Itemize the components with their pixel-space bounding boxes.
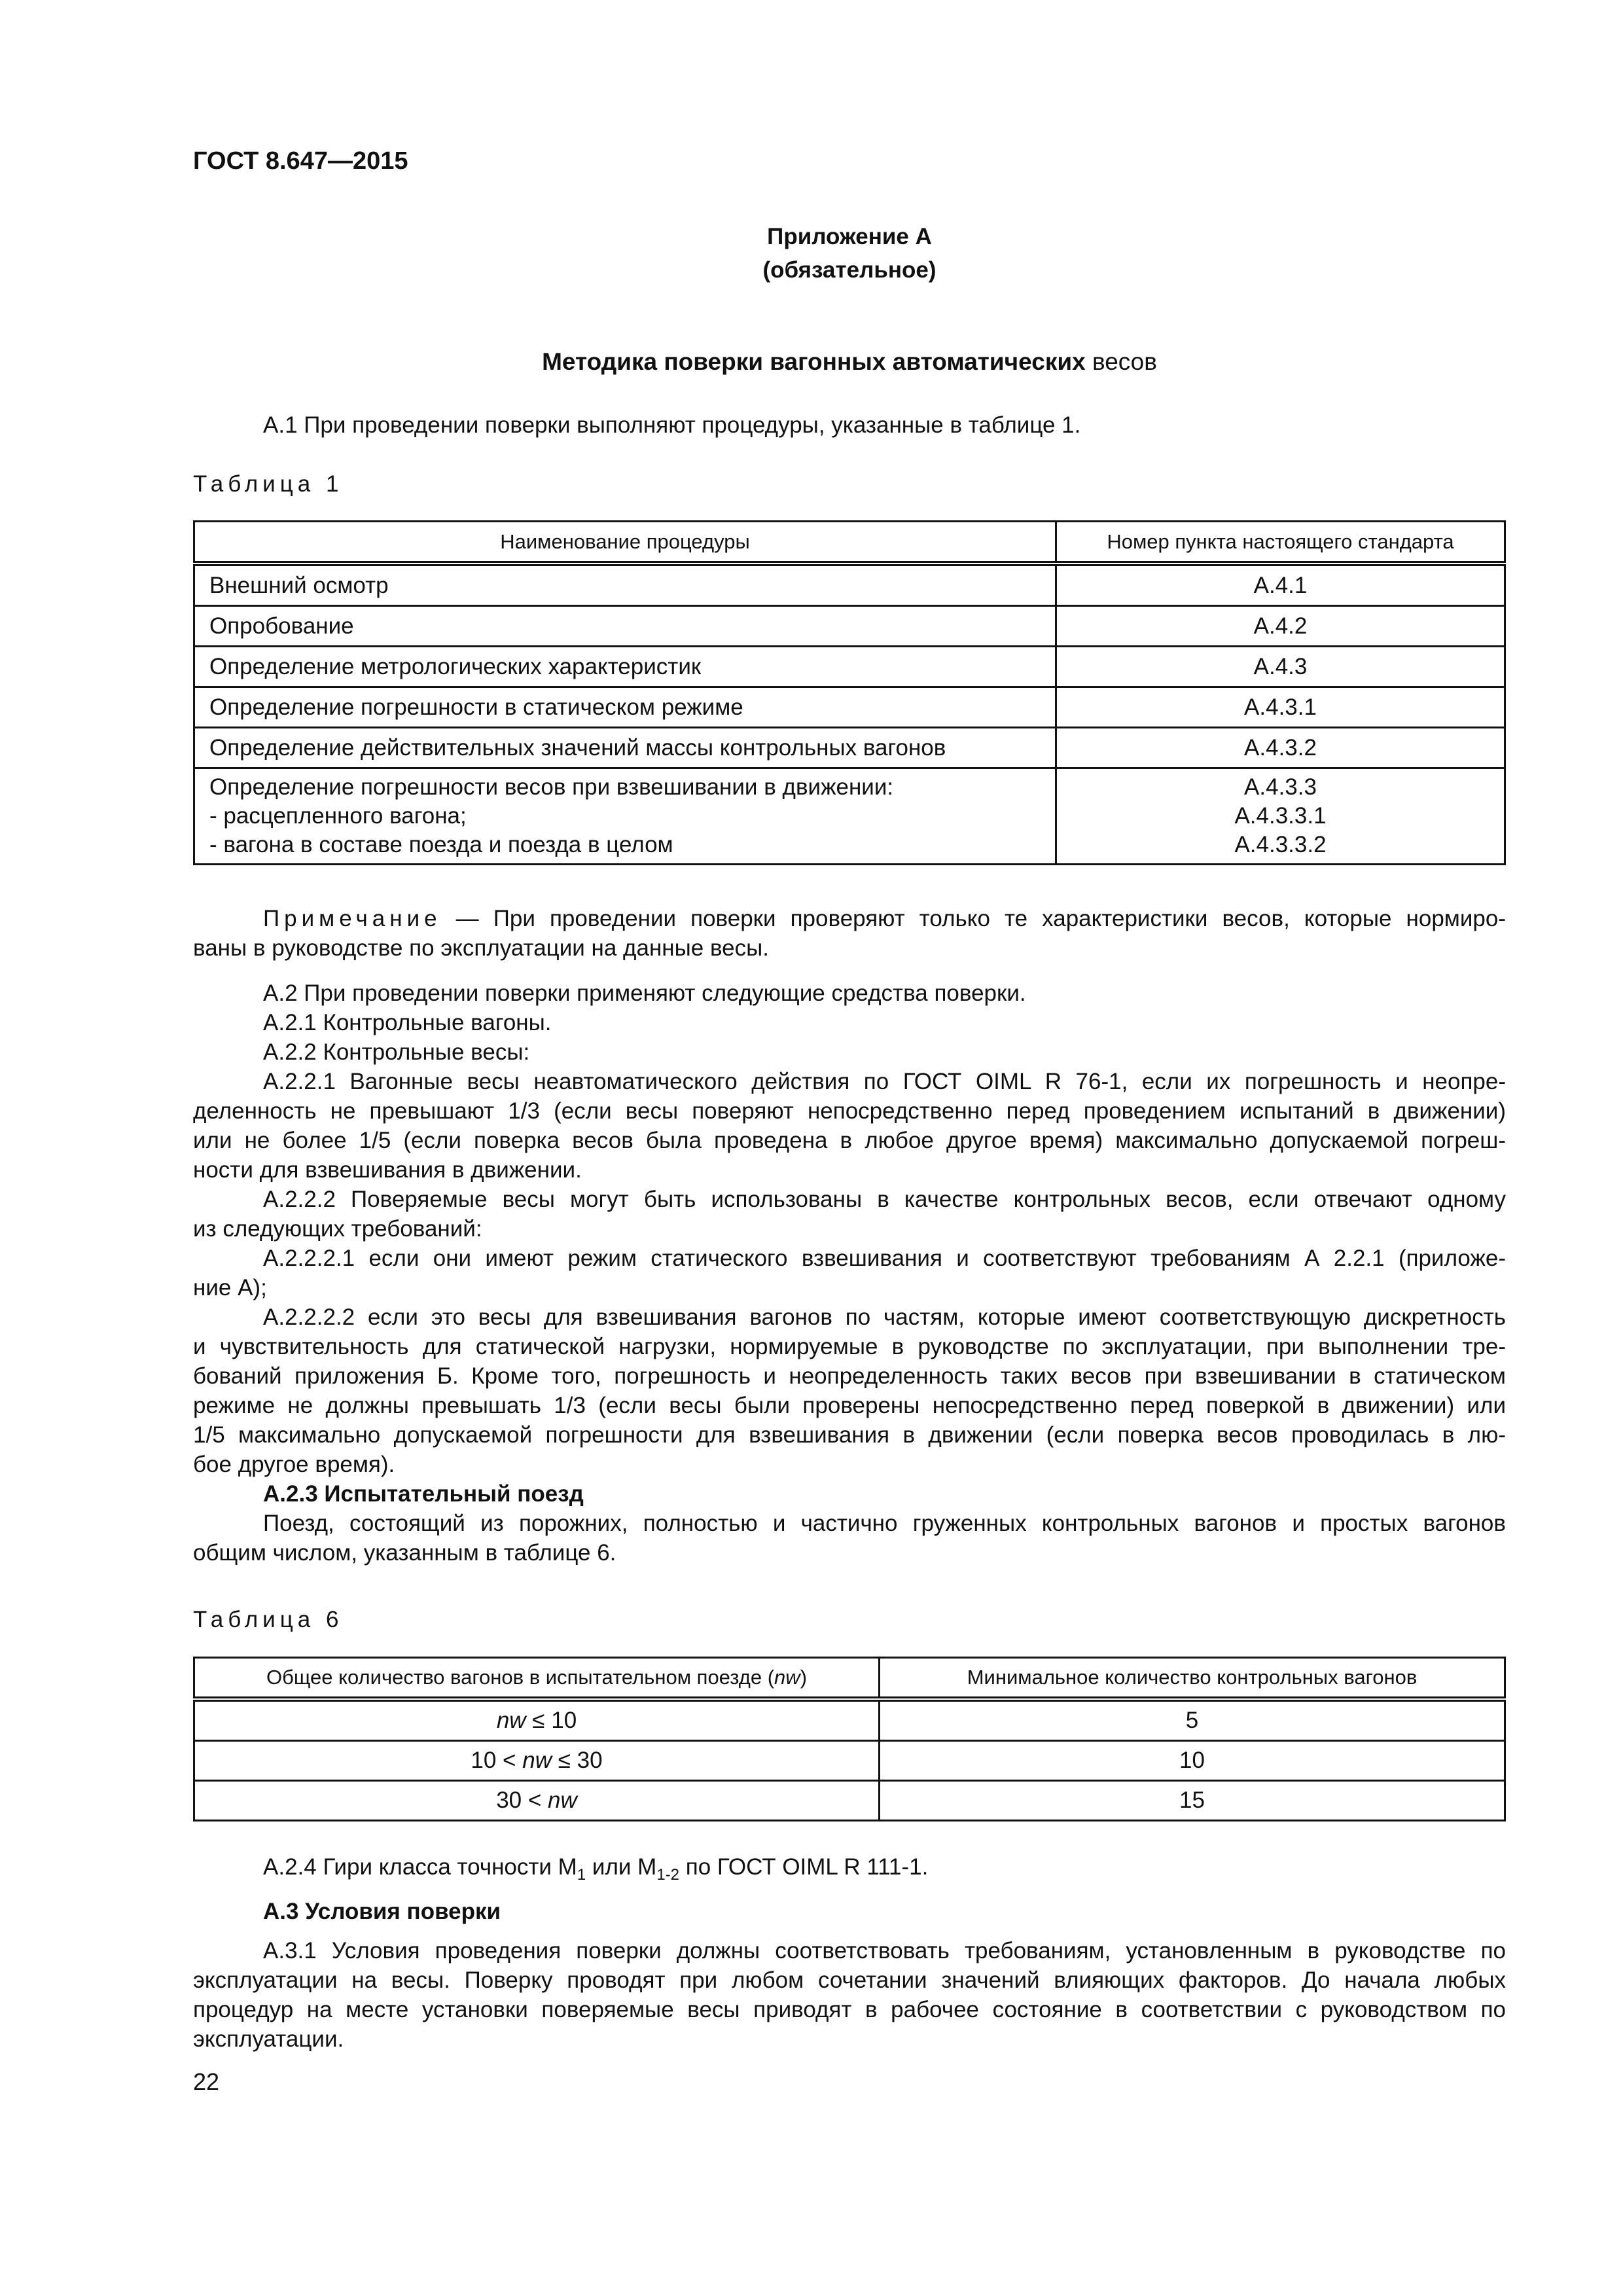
procedure-name: Опробование [194, 606, 1056, 647]
procedure-line: Определение погрешности весов при взвешивании в движении: [209, 774, 894, 800]
text-line: деленность не превышают 1/3 (если весы поверяют непосредственно перед проведением испытаний в движении) [193, 1098, 1506, 1124]
subscript: 1-2 [656, 1866, 680, 1884]
table-row [194, 606, 1505, 647]
table-1 [193, 520, 1506, 865]
table1-caption: Таблица 1 [193, 471, 344, 497]
table-row [194, 1699, 1505, 1741]
column-header: Общее количество вагонов в испытательном поезде (nw) [194, 1658, 880, 1700]
paragraph-a24 [193, 1852, 1576, 1882]
column-header: Наименование процедуры [194, 522, 1056, 564]
clause-ref: А.4.3.2 [1056, 728, 1505, 768]
procedure-name: Определение погрешности в статическом режиме [194, 687, 1056, 728]
procedure-line: - вагона в составе поезда и поезда в целом [209, 832, 673, 857]
note [193, 904, 1506, 963]
section-a3 [193, 1897, 1506, 2054]
text-line: А.2.2.1 Вагонные весы неавтоматического действия по ГОСТ OIML R 76-1, если их погрешность и неопре- [263, 1069, 1506, 1094]
table-header-row [194, 522, 1505, 564]
train-size: nw ≤ 10 [194, 1699, 880, 1741]
table-row [194, 564, 1505, 606]
appendix-title-tail: весов [1085, 348, 1157, 375]
appendix-title-bold: Методика поверки вагонных автоматических [542, 348, 1086, 375]
text-line: Поезд, состоящий из порожних, полностью и частично груженных контрольных вагонов и простых вагонов [263, 1511, 1506, 1536]
text: А.2.4 Гири класса точности М [263, 1854, 577, 1880]
page-number: 22 [193, 2068, 220, 2095]
min-control-wagons: 5 [880, 1699, 1505, 1741]
text-line: и чувствительность для статической нагрузки, нормируемые в руководстве по эксплуатации, при выполнении тре- [193, 1334, 1506, 1359]
appendix-label: Приложение А [767, 224, 932, 249]
clause-ref-line: А.4.3.3.2 [1234, 832, 1327, 857]
text-line: А.2.2.2.1 если они имеют режим статического взвешивания и соответствуют требованиям А 2.2.1 (приложе- [263, 1246, 1506, 1271]
text-line: А.2 При проведении поверки применяют следующие средства поверки. [263, 980, 1026, 1006]
text: по ГОСТ OIML R 111-1. [679, 1854, 929, 1880]
table-row [194, 1741, 1505, 1781]
text-line: общим числом, указанным в таблице 6. [193, 1540, 616, 1566]
text-line: или не более 1/5 (если поверка весов была проведена в любое другое время) максимально допускаемой погреш- [193, 1128, 1506, 1153]
column-header: Номер пункта настоящего стандарта [1056, 522, 1505, 564]
clause-ref: А.4.3.1 [1056, 687, 1505, 728]
text-line: А.3.1 Условия проведения поверки должны соответствовать требованиям, установленным в руководстве по [263, 1938, 1506, 1964]
text-line: А.2.1 Контрольные вагоны. [263, 1010, 552, 1035]
procedure-line: - расцепленного вагона; [209, 803, 467, 829]
table6-caption: Таблица 6 [193, 1607, 344, 1632]
clause-ref-line: А.4.3.3 [1244, 774, 1317, 800]
table-6 [193, 1657, 1506, 1821]
note-label: Примечание [263, 906, 442, 931]
note-line [193, 904, 1506, 933]
clause-ref-line: А.4.3.3.1 [1234, 803, 1327, 829]
note-line: ваны в руководстве по эксплуатации на данные весы. [193, 935, 769, 961]
text-line: ние А); [193, 1275, 267, 1300]
note-text: — При проведении поверки проверяют только те характеристики весов, которые нормиро- [455, 906, 1507, 931]
table-row [194, 687, 1505, 728]
table-header-row [194, 1658, 1505, 1700]
clause-ref: А.4.1 [1056, 564, 1505, 606]
train-size: 30 < nw [194, 1781, 880, 1821]
text-line: процедур на месте установки поверяемые весы приводят в рабочее состояние в соответствии с руководством по [193, 1997, 1506, 2022]
clause-ref: А.4.3 [1056, 647, 1505, 687]
text-line: А.2.2.2.2 если это весы для взвешивания вагонов по частям, которые имеют соответствующую дискретность [263, 1304, 1506, 1330]
text-line: А.2.2 Контрольные весы: [263, 1039, 530, 1065]
document-header-id: ГОСТ 8.647—2015 [193, 147, 408, 175]
procedure-name: Определение действительных значений массы контрольных вагонов [194, 728, 1056, 768]
train-size: 10 < nw ≤ 30 [194, 1741, 880, 1781]
table-row [194, 647, 1505, 687]
column-header: Минимальное количество контрольных вагонов [880, 1658, 1505, 1700]
table-row [194, 1781, 1505, 1821]
text-line: ности для взвешивания в движении. [193, 1157, 582, 1183]
section-a2 [193, 978, 1506, 1568]
text-line: 1/5 максимально допускаемой погрешности для взвешивания в движении (если поверка весов проводилась в лю- [193, 1422, 1506, 1448]
text-line: режиме не должны превышать 1/3 (если весы были проверены непосредственно перед поверкой в движении) или [193, 1393, 1506, 1418]
text-line: бое другое время). [193, 1452, 395, 1477]
procedure-name [194, 768, 1056, 865]
table-row [194, 768, 1505, 865]
min-control-wagons: 15 [880, 1781, 1505, 1821]
subscript: 1 [577, 1866, 586, 1884]
text-line: бований приложения Б. Кроме того, погрешность и неопределенность таких весов при взвешивании в статическом [193, 1363, 1506, 1389]
clause-ref: А.4.2 [1056, 606, 1505, 647]
text-line: А.2.2.2 Поверяемые весы могут быть использованы в качестве контрольных весов, если отвечают одному [263, 1187, 1506, 1212]
procedure-name: Определение метрологических характеристик [194, 647, 1056, 687]
section-heading: А.3 Условия поверки [263, 1899, 501, 1924]
text-line: из следующих требований: [193, 1216, 482, 1242]
appendix-status: (обязательное) [762, 257, 936, 283]
procedure-name: Внешний осмотр [194, 564, 1056, 606]
text: или М [586, 1854, 657, 1880]
text-line: эксплуатации на весы. Поверку проводят при любом сочетании значений влияющих факторов. До начала любых [193, 1967, 1506, 1993]
min-control-wagons: 10 [880, 1741, 1505, 1781]
appendix-title [193, 348, 1506, 376]
subsection-heading: А.2.3 Испытательный поезд [263, 1481, 584, 1507]
clause-ref [1056, 768, 1505, 865]
text-line: эксплуатации. [193, 2026, 344, 2052]
paragraph-a1: А.1 При проведении поверки выполняют процедуры, указанные в таблице 1. [263, 412, 1081, 438]
table-row [194, 728, 1505, 768]
